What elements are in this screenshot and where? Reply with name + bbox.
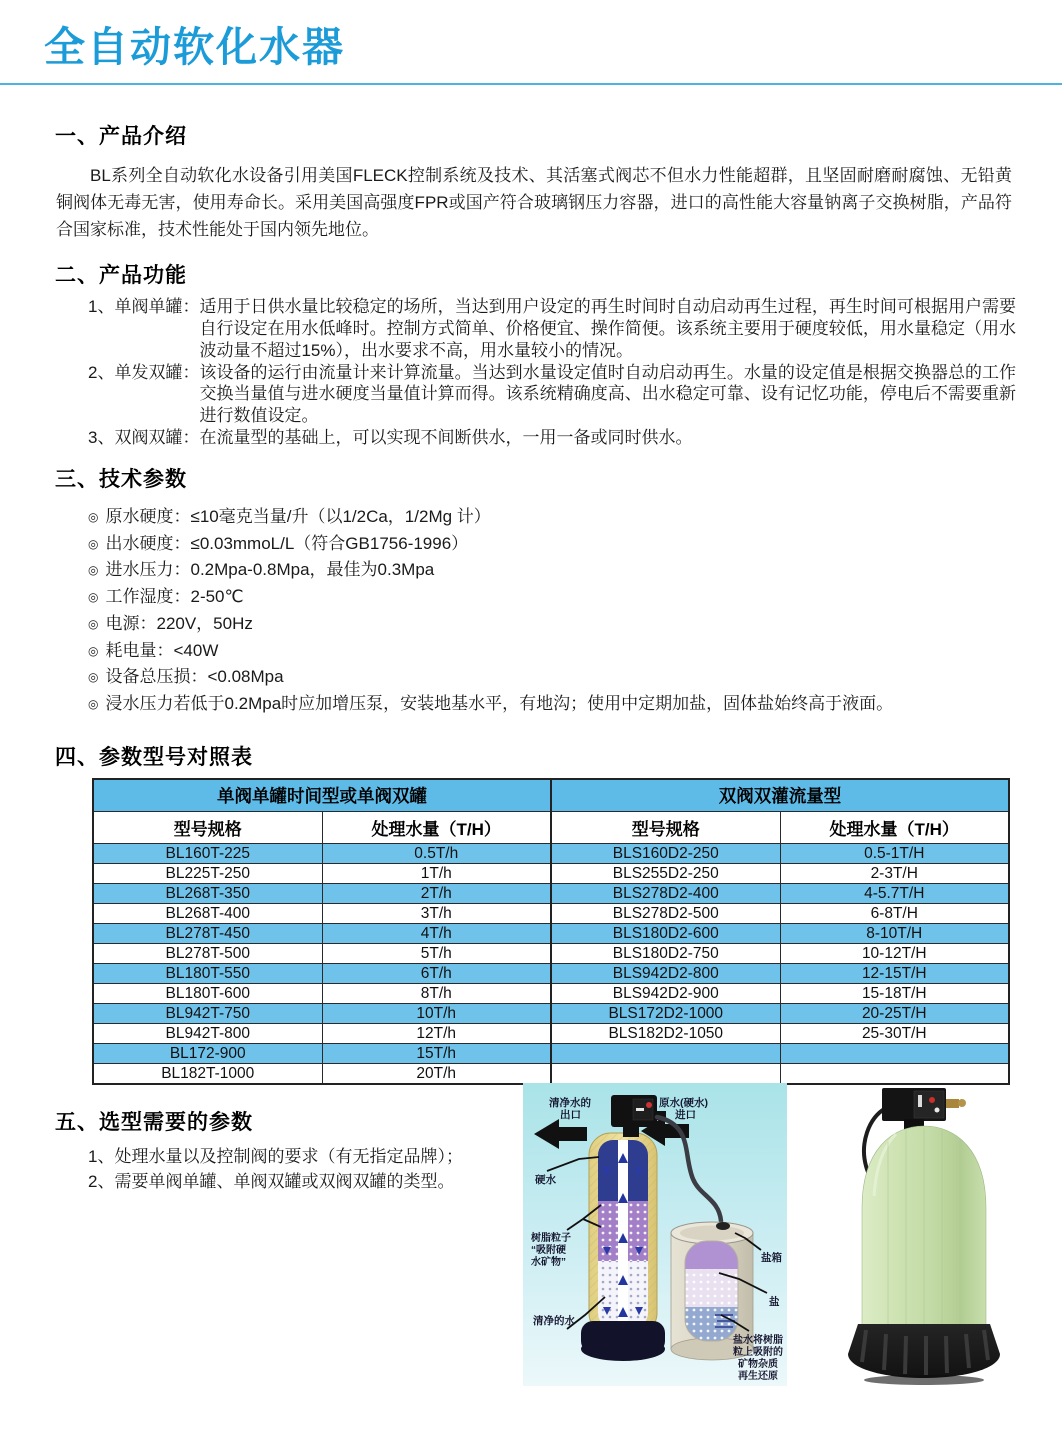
table-cell: 20-25T/H: [780, 1004, 1009, 1024]
functions-list: [88, 296, 1016, 448]
table-cell: BL942T-800: [93, 1024, 322, 1044]
table-row: [93, 844, 1009, 864]
section-intro-heading: 一、产品介绍: [55, 125, 187, 149]
label-resin: 水矿物”: [531, 1257, 566, 1268]
table-cell: 10-12T/H: [780, 944, 1009, 964]
section-intro: [0, 123, 1062, 244]
table-cell: 1T/h: [322, 864, 551, 884]
label-outlet: 清净水的: [549, 1097, 591, 1109]
table-cell: [780, 1064, 1009, 1085]
table-row: [93, 1024, 1009, 1044]
label-brine: 盐水将树脂: [733, 1335, 783, 1346]
model-comparison-table: [92, 778, 1010, 1085]
table-cell: [780, 1044, 1009, 1064]
tank-base: [848, 1324, 1000, 1385]
column-header-cell: 处理水量（T/H）: [322, 812, 551, 844]
valve-head: [882, 1088, 966, 1131]
list-item-text: 出水硬度：≤0.03mmoL/L（符合GB1756-1996）: [105, 533, 469, 553]
label-salt: 盐: [769, 1296, 780, 1308]
list-item-text: 在流量型的基础上，可以实现不间断供水，一用一备或同时供水。: [199, 427, 693, 447]
list-item-text: 电源：220V，50Hz: [105, 613, 253, 633]
list-item-text: 工作湿度：2-50℃: [105, 587, 244, 607]
table-cell: [551, 1044, 780, 1064]
tank-body: [862, 1126, 986, 1349]
label-salt-box: 盐箱: [761, 1252, 782, 1264]
column-header-cell: 处理水量（T/H）: [780, 812, 1009, 844]
table-cell: 15-18T/H: [780, 984, 1009, 1004]
list-item-text: 浸水压力若低于0.2Mpa时应加增压泵，安装地基水平，有地沟；使用中定期加盐，固体盐始终高于液面。: [105, 694, 894, 714]
list-item-text: 原水硬度：≤10毫克当量/升（以1/2Ca，1/2Mg 计）: [105, 506, 491, 526]
table-cell: BL180T-550: [93, 964, 322, 984]
softener-principle-diagram: [523, 1083, 787, 1391]
table-cell: BL278T-500: [93, 944, 322, 964]
table-cell: 15T/h: [322, 1044, 551, 1064]
list-item-label: 1、单阀单罐：: [88, 297, 200, 317]
bullet-icon: ◎: [88, 563, 99, 578]
page-title: 全自动软化水器: [44, 24, 345, 70]
section-specs-heading: 三、技术参数: [55, 467, 187, 491]
table-row: [93, 984, 1009, 1004]
table-row: [93, 884, 1009, 904]
table-cell: BLS160D2-250: [551, 844, 780, 864]
table-cell: 12T/h: [322, 1024, 551, 1044]
label-brine: 矿物杂质: [738, 1359, 778, 1370]
group-header-cell: 单阀单罐时间型或单阀双罐: [93, 779, 551, 812]
list-item: [88, 640, 1022, 662]
bullet-icon: ◎: [88, 509, 99, 524]
table-cell: 10T/h: [322, 1004, 551, 1024]
list-item: [88, 506, 1022, 528]
label-resin: “吸附硬: [531, 1245, 566, 1256]
table-cell: 6T/h: [322, 964, 551, 984]
table-cell: BLS278D2-500: [551, 904, 780, 924]
title-divider: [0, 83, 1062, 85]
table-cell: 2T/h: [322, 884, 551, 904]
table-row: [93, 864, 1009, 884]
table-cell: BLS182D2-1050: [551, 1024, 780, 1044]
list-item: [88, 362, 1016, 427]
table-cell: BLS180D2-600: [551, 924, 780, 944]
table-group-header-row: [93, 779, 1009, 812]
table-row: [93, 1004, 1009, 1024]
table-cell: BL160T-225: [93, 844, 322, 864]
table-cell: BL268T-350: [93, 884, 322, 904]
bullet-icon: ◎: [88, 590, 99, 605]
table-cell: 20T/h: [322, 1064, 551, 1085]
section-table-heading: 四、参数型号对照表: [55, 745, 253, 769]
list-item-label: 3、双阀双罐：: [88, 427, 200, 447]
table-cell: BLS180D2-750: [551, 944, 780, 964]
brass-fitting: [946, 1099, 959, 1108]
table-cell: BLS172D2-1000: [551, 1004, 780, 1024]
table-cell: 4-5.7T/H: [780, 884, 1009, 904]
table-row: [93, 1064, 1009, 1085]
list-item-text: 设备总压损：<0.08Mpa: [105, 667, 284, 687]
table-cell: BLS942D2-900: [551, 984, 780, 1004]
page-header: [0, 0, 1062, 85]
list-item-text: 1、处理水量以及控制阀的要求（有无指定品牌）；: [88, 1147, 463, 1167]
group-header-cell: 双阀双灌流量型: [551, 779, 1009, 812]
label-hard-water: 硬水: [535, 1174, 556, 1186]
label-inlet: 原水(硬水): [659, 1097, 708, 1109]
label-inlet: 进口: [675, 1109, 696, 1121]
list-item: [88, 533, 1022, 555]
column-header-cell: 型号规格: [551, 812, 780, 844]
list-item-label: 2、单发双罐：: [88, 362, 200, 382]
table-cell: [551, 1064, 780, 1085]
table-cell: BL268T-400: [93, 904, 322, 924]
list-item-text: 2、需要单阀单罐、单阀双罐或双阀双罐的类型。: [88, 1172, 455, 1192]
list-item: [88, 559, 1022, 581]
list-item: [88, 296, 1016, 361]
table-cell: BLS278D2-400: [551, 884, 780, 904]
table-cell: BLS942D2-800: [551, 964, 780, 984]
column-header-cell: 型号规格: [93, 812, 322, 844]
table-cell: 25-30T/H: [780, 1024, 1009, 1044]
table-cell: 0.5-1T/H: [780, 844, 1009, 864]
table-cell: BL172-900: [93, 1044, 322, 1064]
bullet-icon: ◎: [88, 616, 99, 631]
list-item-text: 适用于日供水量比较稳定的场所，当达到用户设定的再生时间时自动启动再生过程，再生时间可根据用户需要自行设定在用水低峰时。控制方式简单、价格便宜、操作简便。该系统主要用于硬度较低，用水量稳定（用水波动量不超过15%），出水要求不高，用水量较小的情况。: [199, 297, 1016, 360]
table-cell: BL182T-1000: [93, 1064, 322, 1085]
list-item: [88, 693, 1022, 715]
table-cell: 6-8T/H: [780, 904, 1009, 924]
table-cell: 8T/h: [322, 984, 551, 1004]
section-functions: [0, 262, 1062, 449]
table-cell: 12-15T/H: [780, 964, 1009, 984]
table-cell: BL180T-600: [93, 984, 322, 1004]
specs-list: [88, 506, 1022, 715]
list-item: [88, 666, 1022, 688]
label-brine: 粒上吸附的: [733, 1347, 783, 1358]
table-column-header-row: [93, 812, 1009, 844]
table-row: [93, 904, 1009, 924]
table-cell: 5T/h: [322, 944, 551, 964]
section-model-table: [0, 744, 1062, 1085]
list-item-text: 该设备的运行由流量计来计算流量。当达到水量设定值时自动启动再生。水量的设定值是根据交换器总的工作交换当量值与进水硬度当量值计算而得。该系统精确度高、出水稳定可靠、设有记忆功能，停电后不需要重新进行数值设定。: [199, 362, 1016, 426]
table-cell: BL942T-750: [93, 1004, 322, 1024]
table-row: [93, 964, 1009, 984]
table-row: [93, 1044, 1009, 1064]
section-specs: [0, 466, 1062, 715]
table-cell: 3T/h: [322, 904, 551, 924]
label-resin: 树脂粒子: [531, 1233, 571, 1244]
section-functions-heading: 二、产品功能: [55, 264, 187, 288]
list-item: [88, 613, 1022, 635]
table-row: [93, 924, 1009, 944]
bullet-icon: ◎: [88, 670, 99, 685]
list-item: [88, 586, 1022, 608]
frp-tank-photo: [836, 1086, 1014, 1393]
list-item: [88, 427, 1016, 449]
table-cell: 8-10T/H: [780, 924, 1009, 944]
bullet-icon: ◎: [88, 697, 99, 712]
bullet-icon: ◎: [88, 643, 99, 658]
section-selection-heading: 五、选型需要的参数: [55, 1111, 253, 1135]
table-cell: 4T/h: [322, 924, 551, 944]
intro-paragraph: BL系列全自动软化水设备引用美国FLECK控制系统及技术、其活塞式阀芯不但水力性能超群，且坚固耐磨耐腐蚀、无铅黄铜阀体无毒无害，使用寿命长。采用美国高强度FPR或国产符合玻璃钢压力容器，进口的高性能大容量钠离子交换树脂，产品符合国家标准，技术性能处于国内领先地位。: [56, 166, 1012, 240]
label-brine: 再生还原: [738, 1371, 778, 1382]
table-cell: 0.5T/h: [322, 844, 551, 864]
bullet-icon: ◎: [88, 536, 99, 551]
label-clean-water: 清净的水: [533, 1315, 575, 1327]
table-cell: BL278T-450: [93, 924, 322, 944]
table-cell: BLS255D2-250: [551, 864, 780, 884]
table-cell: BL225T-250: [93, 864, 322, 884]
list-item-text: 进水压力：0.2Mpa-0.8Mpa，最佳为0.3Mpa: [105, 560, 435, 580]
table-cell: 2-3T/H: [780, 864, 1009, 884]
label-outlet: 出口: [560, 1109, 581, 1121]
list-item-text: 耗电量：<40W: [105, 640, 219, 660]
resin-tank: [581, 1133, 665, 1361]
table-row: [93, 944, 1009, 964]
